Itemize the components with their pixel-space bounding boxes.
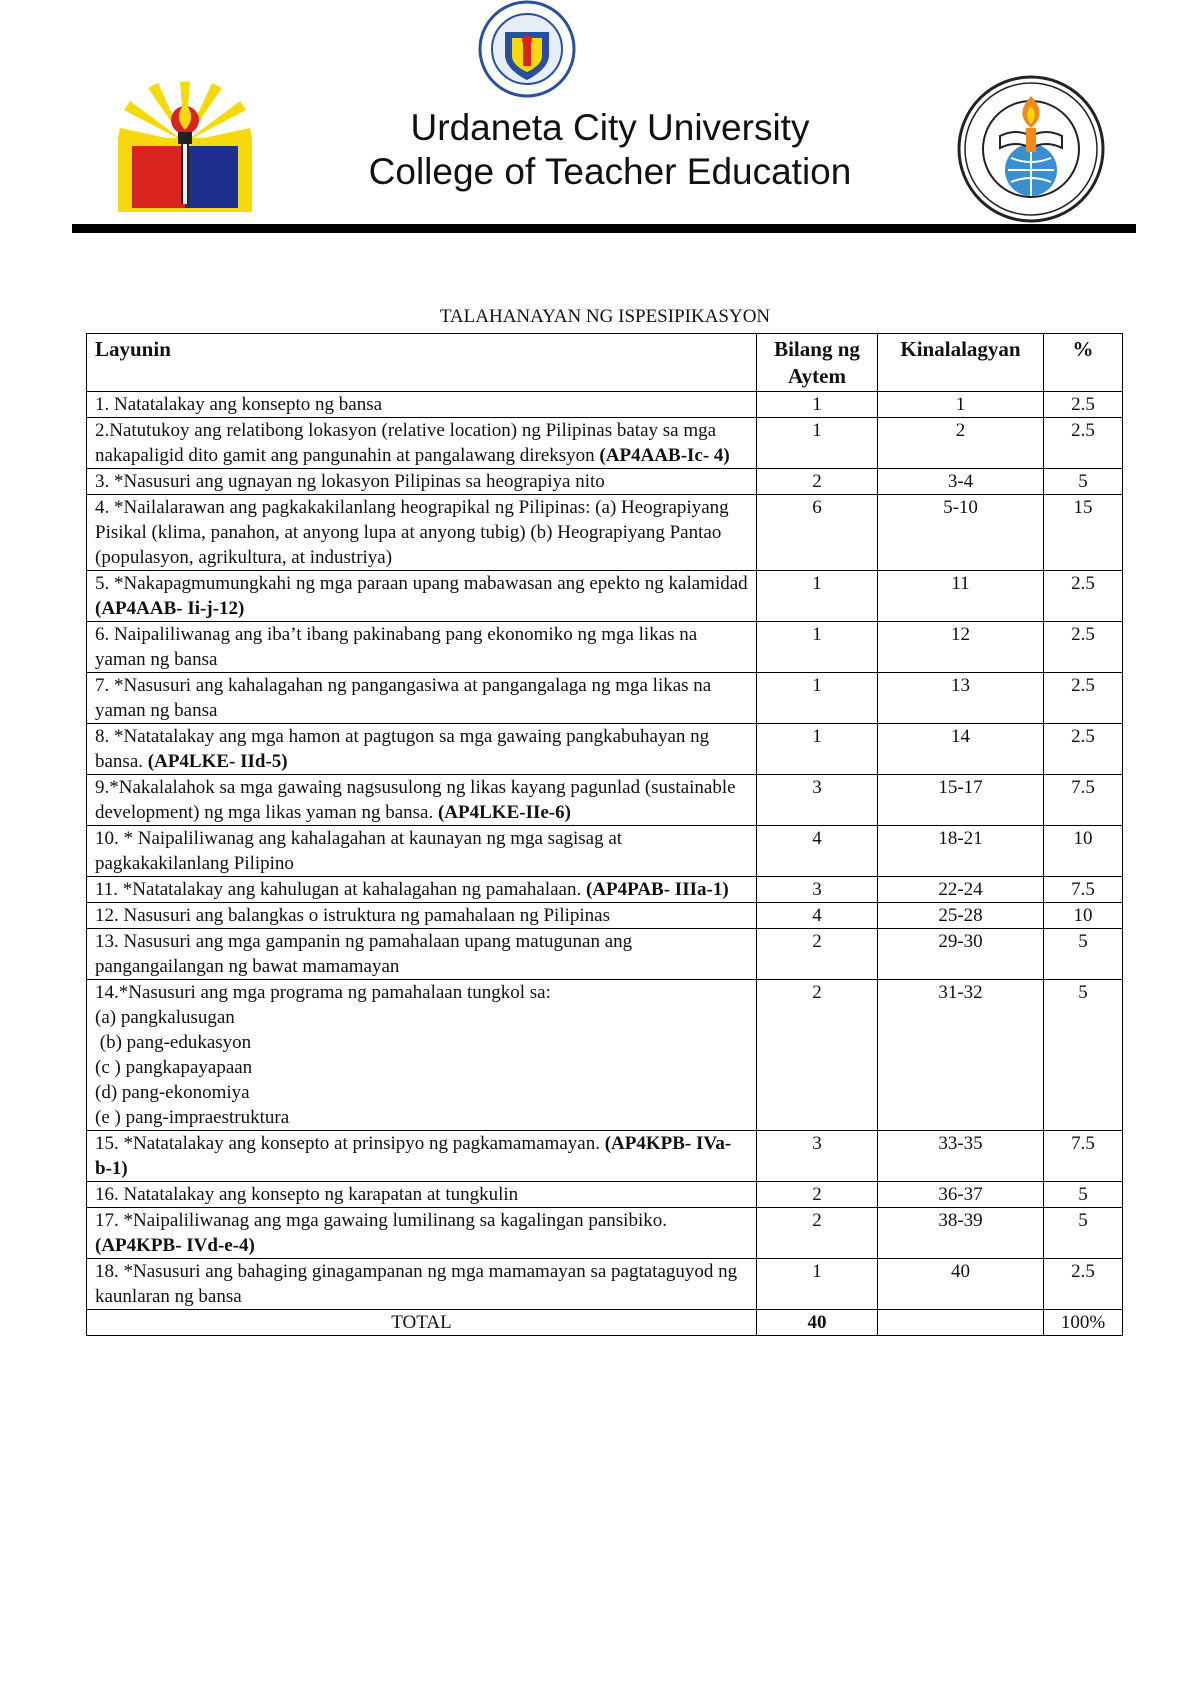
location-cell: 5-10 — [878, 495, 1044, 571]
competency-code: (AP4KPB- IVa-b-1) — [95, 1133, 732, 1179]
total-percent: 100% — [1044, 1310, 1123, 1336]
total-label: TOTAL — [87, 1310, 757, 1336]
objective-cell — [87, 571, 757, 622]
percent-cell: 2.5 — [1044, 392, 1123, 418]
objective-text: 3. *Nasusuri ang ugnayan ng lokasyon Pilipinas sa heograpiya nito — [95, 471, 605, 492]
objective-cell — [87, 1131, 757, 1182]
table-row — [87, 1131, 1123, 1182]
competency-code: (AP4KPB- IVd-e-4) — [95, 1235, 255, 1256]
items-cell: 2 — [757, 1208, 878, 1259]
objective-text: 7. *Nasusuri ang kahalagahan ng pangangasiwa at pangangalaga ng mga likas na yaman ng bansa — [95, 675, 712, 721]
header-divider — [72, 224, 1136, 233]
table-row — [87, 392, 1123, 418]
objective-text: 17. *Naipaliliwanag ang mga gawaing lumilinang sa kagalingan pansibiko. — [95, 1210, 667, 1231]
objective-cell — [87, 673, 757, 724]
objective-text: 4. *Nailalarawan ang pagkakakilanlang heograpikal ng Pilipinas: (a) Heograpiyang Pisikal (klima, panahon, at anyong lupa at anyong tubig) (b) Heograpiyang Pantao (populasyon, agrikultura, at industriya) — [95, 497, 729, 568]
header-layunin: Layunin — [87, 334, 757, 392]
university-name: Urdaneta City University — [410, 107, 810, 148]
ctd-torch-logo-icon — [118, 80, 252, 212]
percent-cell: 7.5 — [1044, 775, 1123, 826]
percent-cell: 2.5 — [1044, 622, 1123, 673]
location-cell: 2 — [878, 418, 1044, 469]
objective-cell — [87, 929, 757, 980]
table-row — [87, 469, 1123, 495]
items-cell: 2 — [757, 1182, 878, 1208]
percent-cell: 15 — [1044, 495, 1123, 571]
table-header-row — [87, 334, 1123, 392]
items-cell: 6 — [757, 495, 878, 571]
college-name: College of Teacher Education — [368, 151, 852, 192]
objective-cell — [87, 1259, 757, 1310]
total-items: 40 — [757, 1310, 878, 1336]
objective-cell — [87, 877, 757, 903]
location-cell: 12 — [878, 622, 1044, 673]
objective-cell — [87, 495, 757, 571]
objective-text: 12. Nasusuri ang balangkas o istruktura ng pamahalaan ng Pilipinas — [95, 905, 611, 926]
items-cell: 1 — [757, 392, 878, 418]
objective-text: 8. *Natatalakay ang mga hamon at pagtugon sa mga gawaing pangkabuhayan ng bansa. — [95, 726, 710, 772]
total-row — [87, 1310, 1123, 1336]
table-row — [87, 1182, 1123, 1208]
percent-cell: 10 — [1044, 826, 1123, 877]
objective-cell — [87, 775, 757, 826]
table-row — [87, 903, 1123, 929]
competency-code: (AP4PAB- IIIa-1) — [585, 879, 729, 900]
objective-text: 18. *Nasusuri ang bahaging ginagampanan ng mga mamamayan sa pagtataguyod ng kaunlaran ng bansa — [95, 1261, 738, 1307]
items-cell: 1 — [757, 622, 878, 673]
location-cell: 31-32 — [878, 980, 1044, 1131]
items-cell: 3 — [757, 775, 878, 826]
location-cell: 13 — [878, 673, 1044, 724]
table-row — [87, 1259, 1123, 1310]
objective-text: 14.*Nasusuri ang mga programa ng pamahalaan tungkol sa: — [95, 982, 551, 1003]
location-cell: 38-39 — [878, 1208, 1044, 1259]
competency-code: (AP4AAB- Ii-j-12) — [95, 598, 245, 619]
location-cell: 29-30 — [878, 929, 1044, 980]
items-cell: 2 — [757, 980, 878, 1131]
items-cell: 1 — [757, 418, 878, 469]
header-percent: % — [1044, 334, 1123, 392]
objective-text: 13. Nasusuri ang mga gampanin ng pamahalaan upang matugunan ang pangangailangan ng bawat mamamayan — [95, 931, 633, 977]
table-body — [87, 392, 1123, 1310]
document-header — [0, 0, 1200, 235]
table-row — [87, 571, 1123, 622]
objective-text: 11. *Natatalakay ang kahulugan at kahalagahan ng pamahalaan. — [95, 879, 582, 900]
percent-cell: 2.5 — [1044, 418, 1123, 469]
table-row — [87, 929, 1123, 980]
items-cell: 3 — [757, 1131, 878, 1182]
competency-code: (AP4LKE- IId-5) — [147, 751, 288, 772]
percent-cell: 2.5 — [1044, 673, 1123, 724]
percent-cell: 7.5 — [1044, 1131, 1123, 1182]
objective-cell — [87, 392, 757, 418]
objective-text: 2.Natutukoy ang relatibong lokasyon (relative location) ng Pilipinas batay sa mga nakapaligid dito gamit ang pangunahin at pangalawang direksyon — [95, 420, 717, 466]
table-row — [87, 724, 1123, 775]
header-kinalalagyan: Kinalalagyan — [878, 334, 1044, 392]
objective-text: 1. Natatalakay ang konsepto ng bansa — [95, 394, 383, 415]
competency-code: (AP4LKE-IIe-6) — [437, 802, 571, 823]
percent-cell: 7.5 — [1044, 877, 1123, 903]
items-cell: 1 — [757, 724, 878, 775]
percent-cell: 5 — [1044, 980, 1123, 1131]
percent-cell: 5 — [1044, 469, 1123, 495]
objective-text: 9.*Nakalalahok sa mga gawaing nagsusulong ng likas kayang pagunlad (sustainable development) ng mga likas yaman ng bansa. — [95, 777, 736, 823]
percent-cell: 5 — [1044, 1182, 1123, 1208]
percent-cell: 2.5 — [1044, 571, 1123, 622]
table-row — [87, 1208, 1123, 1259]
items-cell: 2 — [757, 929, 878, 980]
objective-cell — [87, 724, 757, 775]
objective-cell — [87, 826, 757, 877]
objective-subline: (d) pang-ekonomiya — [95, 1082, 250, 1103]
items-cell: 2 — [757, 469, 878, 495]
objective-subline: (c ) pangkapayapaan — [95, 1057, 253, 1078]
objective-cell — [87, 1182, 757, 1208]
location-cell: 15-17 — [878, 775, 1044, 826]
items-cell: 3 — [757, 877, 878, 903]
objective-cell — [87, 1208, 757, 1259]
items-cell: 1 — [757, 571, 878, 622]
objective-text: 15. *Natatalakay ang konsepto at prinsipyo ng pagkamamamayan. — [95, 1133, 600, 1154]
table-row — [87, 980, 1123, 1131]
location-cell: 22-24 — [878, 877, 1044, 903]
table-row — [87, 418, 1123, 469]
objective-subline: (e ) pang-impraestruktura — [95, 1107, 290, 1128]
objective-cell — [87, 418, 757, 469]
ucu-college-seal-icon — [956, 74, 1106, 224]
competency-code: (AP4AAB-Ic- 4) — [599, 445, 730, 466]
location-cell: 11 — [878, 571, 1044, 622]
table-row — [87, 826, 1123, 877]
location-cell: 1 — [878, 392, 1044, 418]
table-row — [87, 673, 1123, 724]
location-cell: 36-37 — [878, 1182, 1044, 1208]
items-cell: 4 — [757, 903, 878, 929]
percent-cell: 2.5 — [1044, 724, 1123, 775]
location-cell: 40 — [878, 1259, 1044, 1310]
objective-cell — [87, 469, 757, 495]
total-location — [878, 1310, 1044, 1336]
objective-cell — [87, 622, 757, 673]
items-cell: 1 — [757, 673, 878, 724]
objective-text: 10. * Naipaliliwanag ang kahalagahan at kaunayan ng mga sagisag at pagkakakilanlang Pilipino — [95, 828, 623, 874]
percent-cell: 2.5 — [1044, 1259, 1123, 1310]
objective-cell — [87, 980, 757, 1131]
objective-text: 6. Naipaliliwanag ang iba’t ibang pakinabang pang ekonomiko ng mga likas na yaman ng bansa — [95, 624, 698, 670]
percent-cell: 5 — [1044, 929, 1123, 980]
deped-seal-icon — [468, 0, 586, 98]
objective-subline: (a) pangkalusugan — [95, 1007, 235, 1028]
items-cell: 4 — [757, 826, 878, 877]
location-cell: 33-35 — [878, 1131, 1044, 1182]
objective-cell — [87, 903, 757, 929]
table-row — [87, 622, 1123, 673]
items-cell: 1 — [757, 1259, 878, 1310]
location-cell: 18-21 — [878, 826, 1044, 877]
table-row — [87, 877, 1123, 903]
percent-cell: 5 — [1044, 1208, 1123, 1259]
objective-text: 5. *Nakapagmumungkahi ng mga paraan upang mabawasan ang epekto ng kalamidad — [95, 573, 748, 594]
table-row — [87, 495, 1123, 571]
location-cell: 25-28 — [878, 903, 1044, 929]
specification-table — [86, 333, 1123, 1336]
table-title: TALAHANAYAN NG ISPESIPIKASYON — [439, 306, 771, 327]
location-cell: 14 — [878, 724, 1044, 775]
percent-cell: 10 — [1044, 903, 1123, 929]
objective-text: 16. Natatalakay ang konsepto ng karapatan at tungkulin — [95, 1184, 519, 1205]
table-row — [87, 775, 1123, 826]
location-cell: 3-4 — [878, 469, 1044, 495]
header-bilang-ng-aytem: Bilang ng Aytem — [757, 334, 878, 392]
objective-subline: (b) pang-edukasyon — [95, 1032, 252, 1053]
